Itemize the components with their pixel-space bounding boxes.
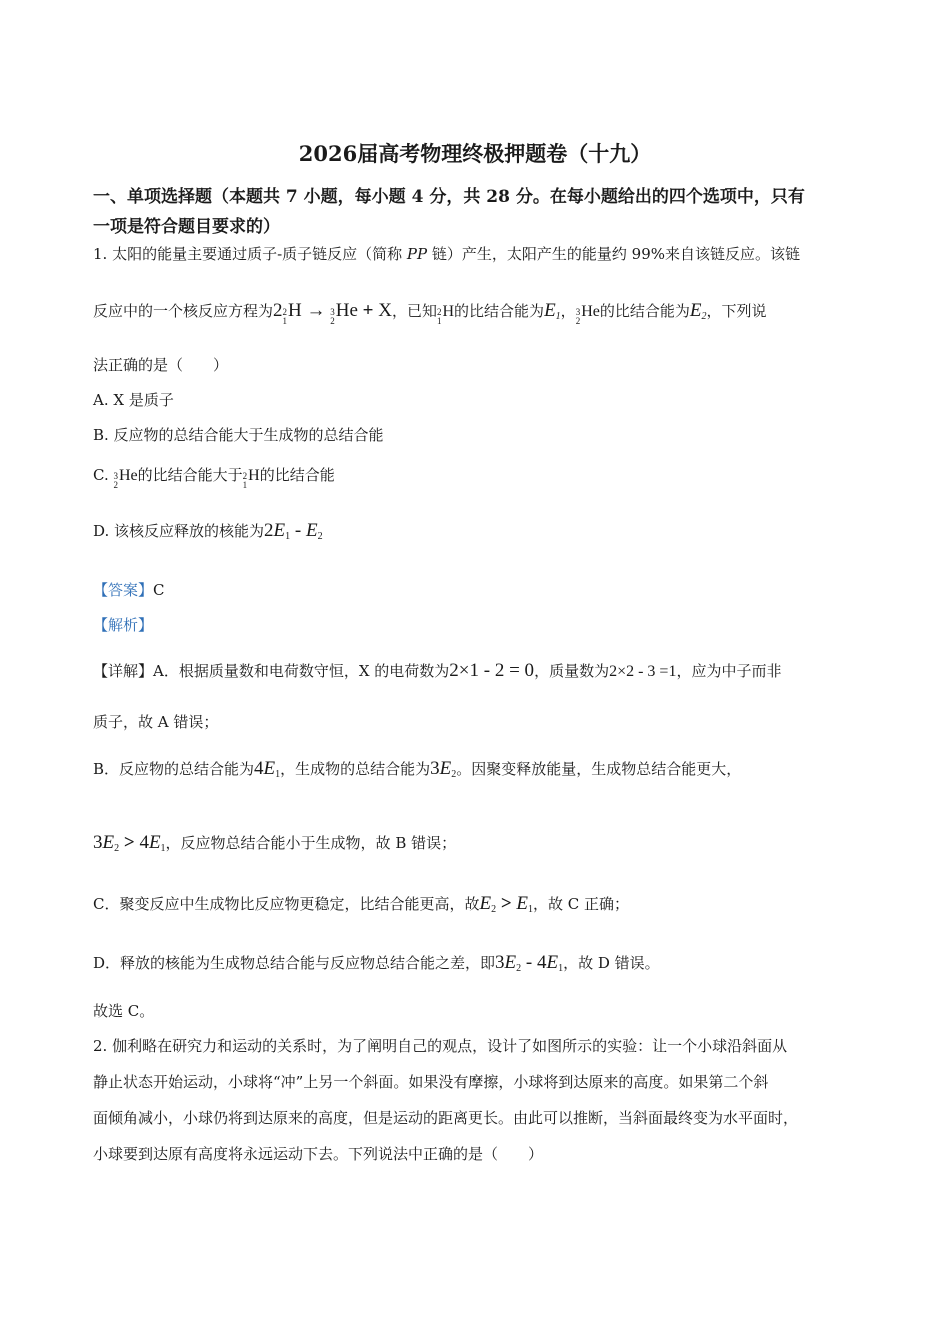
- deuterium-symbol: 2 1 H: [242, 467, 260, 490]
- q2-line1: 2. 伽利略在研究力和运动的关系时，为了阐明自己的观点，设计了如图所示的实验：让一个小球沿斜面从: [93, 1037, 788, 1055]
- symbol-e2: $E_2$: [689, 300, 707, 322]
- answer-value: C: [153, 581, 165, 599]
- detail-line1: 【详解】A．根据质量数和电荷数守恒，X 的电荷数为2×1 - 2 = 0，质量数为2×2 - 3 =1，应为中子而非: [93, 660, 782, 681]
- detail-line4: $3E_2 > 4E_1$，反应物总结合能小于生成物，故 B 错误；: [93, 832, 457, 854]
- detail-line6: D．释放的核能为生成物总结合能与反应物总结合能之差，即$3E_2 - 4E_1$，故 D 错误。: [93, 952, 660, 974]
- conclusion-line: 故选 C。: [93, 1002, 155, 1020]
- helium3-symbol: 3 2 He: [575, 303, 600, 326]
- q1-stem-line1: 1. 太阳的能量主要通过质子-质子链反应（简称 PP 链）产生，太阳产生的能量约 99%来自该链反应。该链: [93, 245, 800, 263]
- section-heading-line2: 一项是符合题目要求的）: [93, 217, 280, 237]
- q1-option-a: A. X 是质子: [93, 391, 174, 409]
- symbol-e1: $E_1$: [544, 300, 561, 322]
- nuclear-equation: 2 2 1 H → 3 2 He + X: [273, 300, 392, 326]
- detail-line2: 质子，故 A 错误；: [93, 713, 219, 731]
- deuterium-symbol: 2 1 H: [436, 303, 455, 326]
- section-heading-line1: 一、单项选择题（本题共 7 小题，每小题 4 分，共 28 分。在每小题给出的四个选项中，只有: [93, 187, 805, 207]
- q1-stem-line2: 反应中的一个核反应方程为2 2 1 H → 3 2 He + X，已知 2 1 H的比结合能为$E_1$， 3 2 He的比结合能为$E_2$，下列说: [93, 300, 767, 326]
- option-d-formula: $2E_1 - E_2$: [264, 520, 323, 542]
- q2-line2: 静止状态开始运动，小球将“冲”上另一个斜面。如果没有摩擦，小球将到达原来的高度。如果第二个斜: [93, 1073, 769, 1091]
- q2-line4: 小球要到达原有高度将永远运动下去。下列说法中正确的是（ ）: [93, 1145, 544, 1163]
- helium3-symbol: 3 2 He: [113, 467, 138, 490]
- q1-stem-line3: 法正确的是（ ）: [93, 356, 229, 374]
- q1-option-c: C. 3 2 He的比结合能大于 2 1 H的比结合能: [93, 466, 335, 490]
- detail-line3: B．反应物的总结合能为$4E_1$，生成物的总结合能为$3E_2$。因聚变释放能量，生成物总结合能更大，: [93, 758, 742, 780]
- answer-line: [93, 579, 165, 600]
- analysis-label: 【解析】: [93, 616, 154, 634]
- detail-line5: C．聚变反应中生成物比反应物更稳定，比结合能更高，故$E_2 > E_1$，故 C 正确；: [93, 893, 630, 915]
- q1-option-d: D. 该核反应释放的核能为$2E_1 - E_2$: [93, 520, 323, 542]
- answer-label: 【答案】: [93, 581, 154, 599]
- q1-option-b: B. 反应物的总结合能大于生成物的总结合能: [93, 426, 384, 444]
- q2-line3: 面倾角减小，小球仍将到达原来的高度，但是运动的距离更长。由此可以推断，当斜面最终变为水平面时，: [93, 1109, 799, 1127]
- page-title: 2026届高考物理终极押题卷（十九）: [298, 141, 652, 166]
